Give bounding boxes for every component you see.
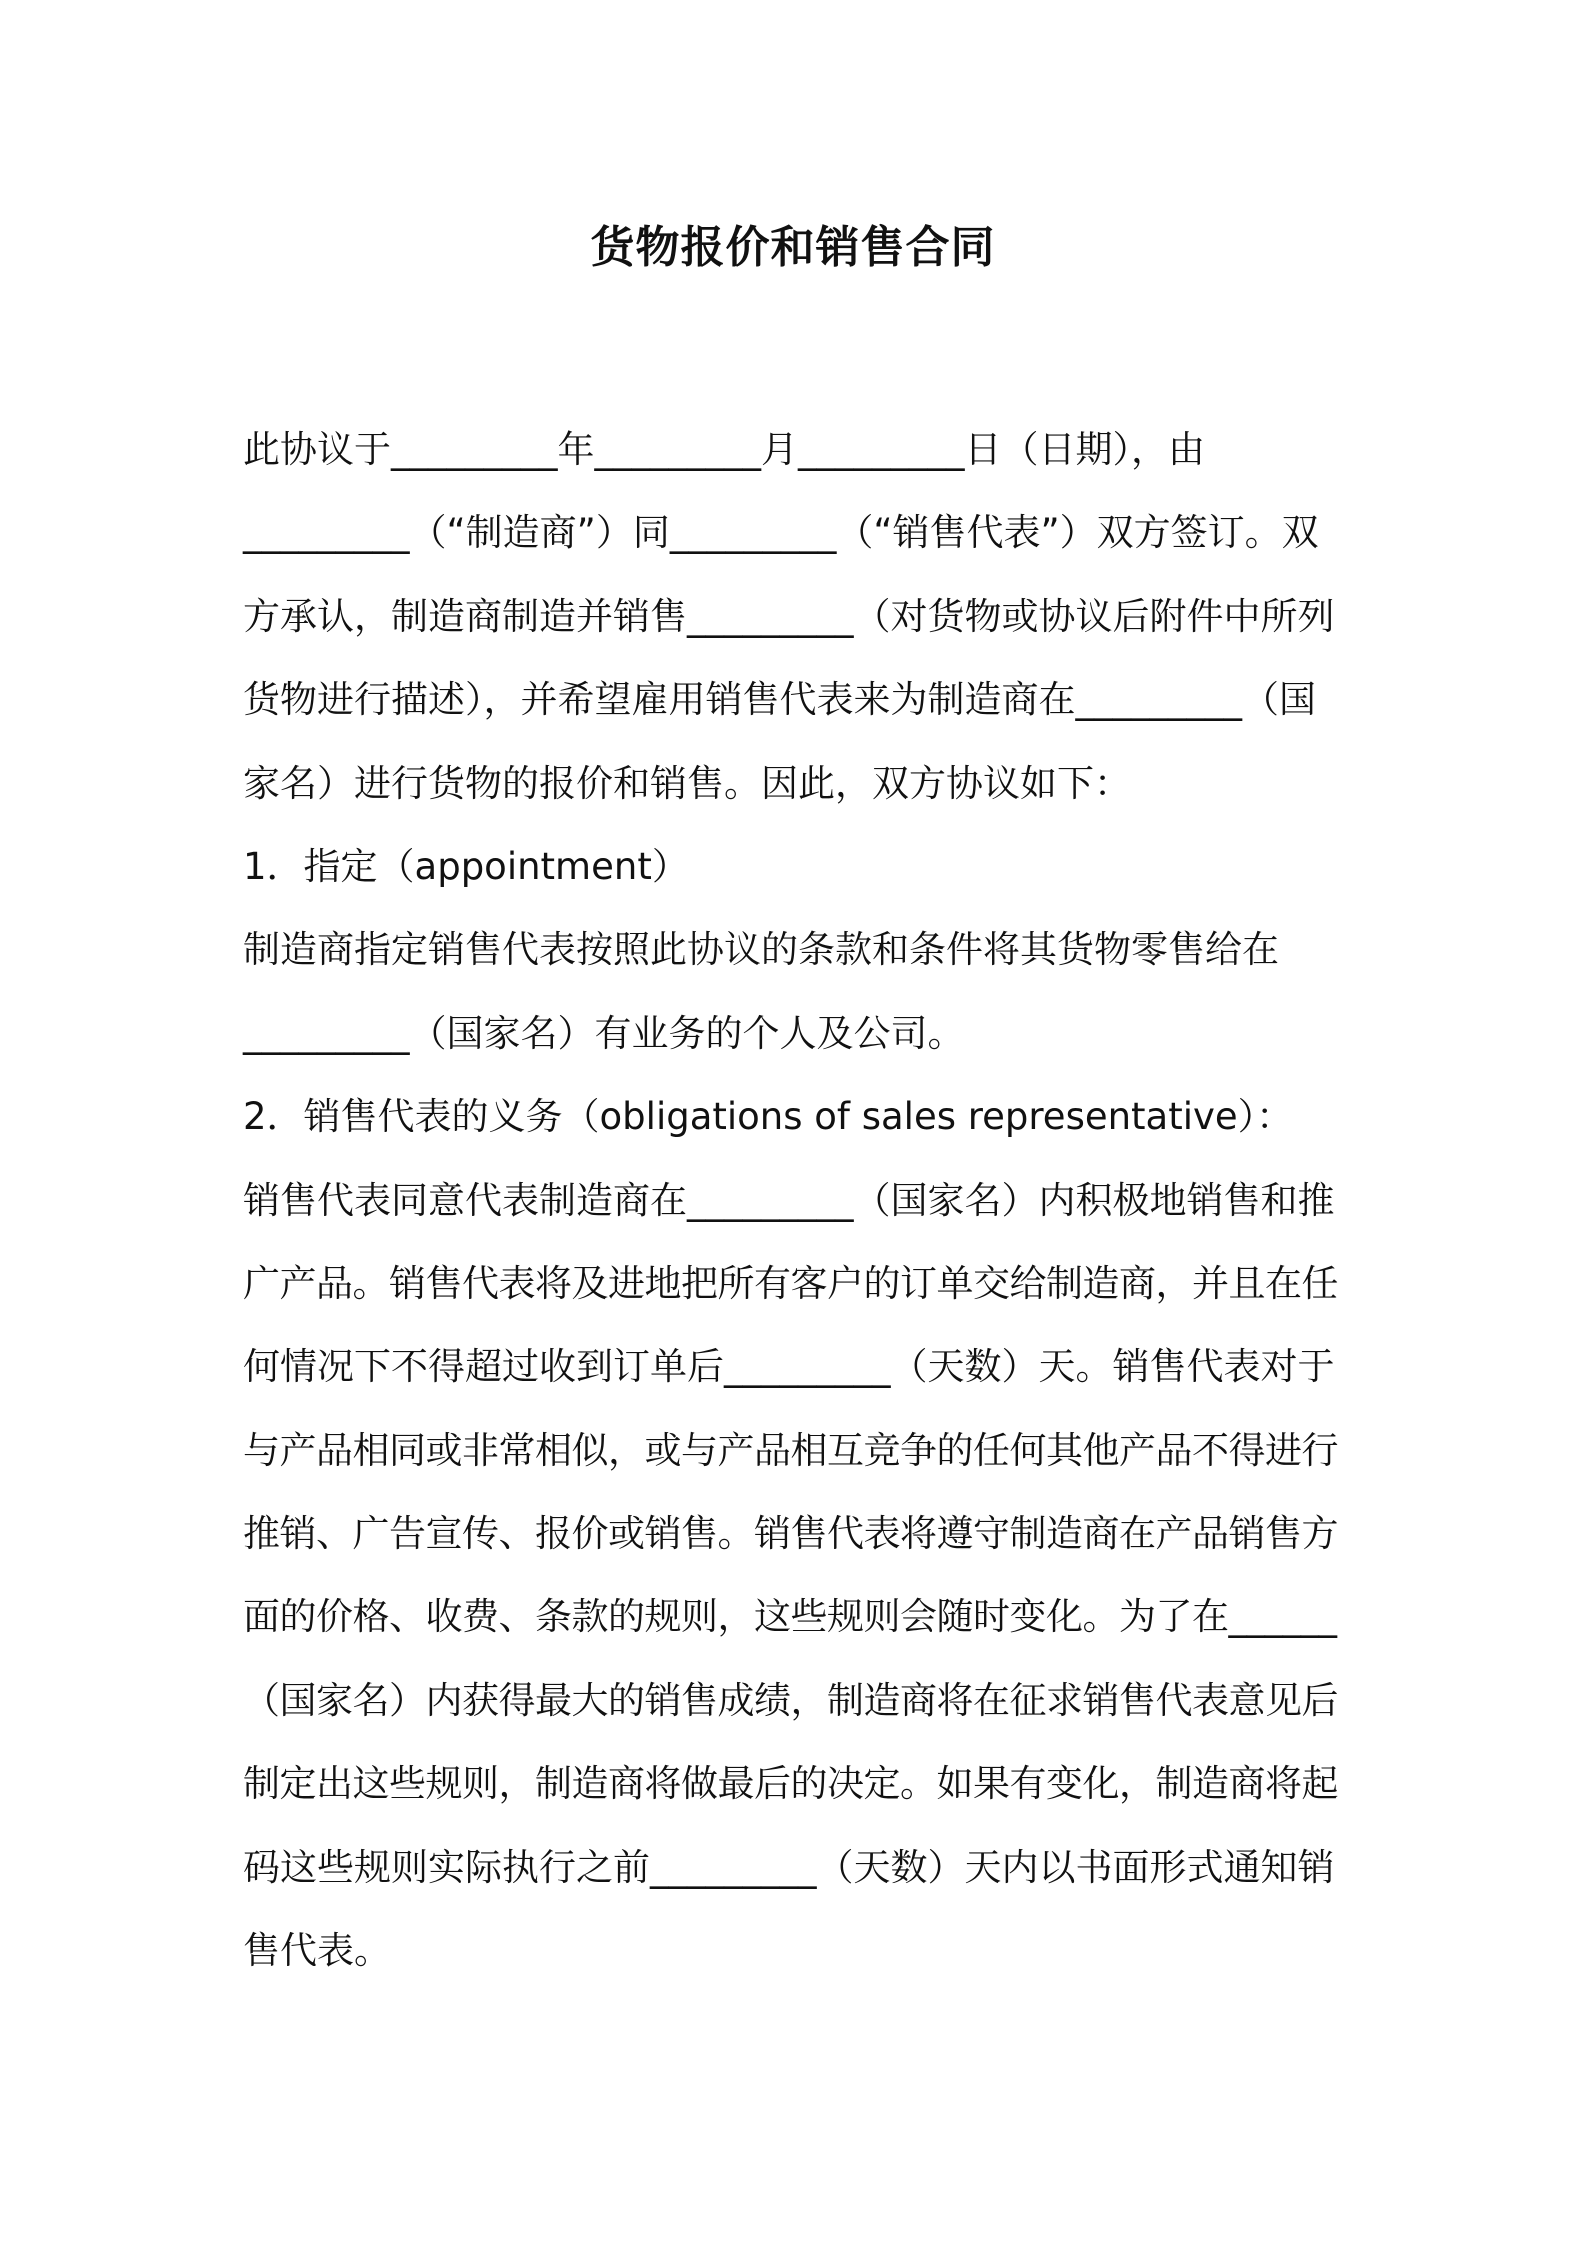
paragraph-line: 与产品相同或非常相似，或与产品相互竞争的任何其他产品不得进行	[243, 1428, 1338, 1472]
paragraph-line: _________（“制造商”）同_________（“销售代表”）双方签订。双	[243, 511, 1319, 555]
paragraph-line: 售代表。	[243, 1929, 391, 1973]
paragraph-line: 销售代表同意代表制造商在_________（国家名）内积极地销售和推	[243, 1178, 1335, 1222]
paragraph-line: （国家名）内获得最大的销售成绩，制造商将在征求销售代表意见后	[243, 1678, 1338, 1722]
paragraph-line: 制造商指定销售代表按照此协议的条款和条件将其货物零售给在	[243, 928, 1279, 972]
paragraph-line: 方承认，制造商制造并销售_________（对货物或协议后附件中所列	[243, 594, 1335, 638]
paragraph-line: _________（国家名）有业务的个人及公司。	[243, 1011, 965, 1055]
paragraph-line: 此协议于_________年_________月_________日（日期），由	[243, 428, 1205, 471]
paragraph-line: 面的价格、收费、条款的规则，这些规则会随时变化。为了在______	[243, 1595, 1337, 1639]
paragraph-line: 推销、广告宣传、报价或销售。销售代表将遵守制造商在产品销售方	[243, 1512, 1338, 1556]
paragraph-line: 家名）进行货物的报价和销售。因此，双方协议如下：	[243, 761, 1131, 805]
document-title: 货物报价和销售合同	[590, 222, 996, 273]
section-heading: 2．销售代表的义务（obligations of sales representative）：	[243, 1095, 1294, 1139]
paragraph-line: 制定出这些规则，制造商将做最后的决定。如果有变化，制造商将起	[243, 1762, 1338, 1806]
paragraph-line: 码这些规则实际执行之前_________（天数）天内以书面形式通知销	[243, 1845, 1335, 1889]
paragraph-line: 货物进行描述），并希望雇用销售代表来为制造商在_________（国	[243, 678, 1316, 722]
paragraph-line: 广产品。销售代表将及进地把所有客户的订单交给制造商，并且在任	[243, 1261, 1338, 1305]
paragraph-line: 何情况下不得超过收到订单后_________（天数）天。销售代表对于	[243, 1345, 1335, 1389]
section-heading: 1．指定（appointment）	[243, 844, 689, 888]
document-body	[243, 408, 1348, 1992]
